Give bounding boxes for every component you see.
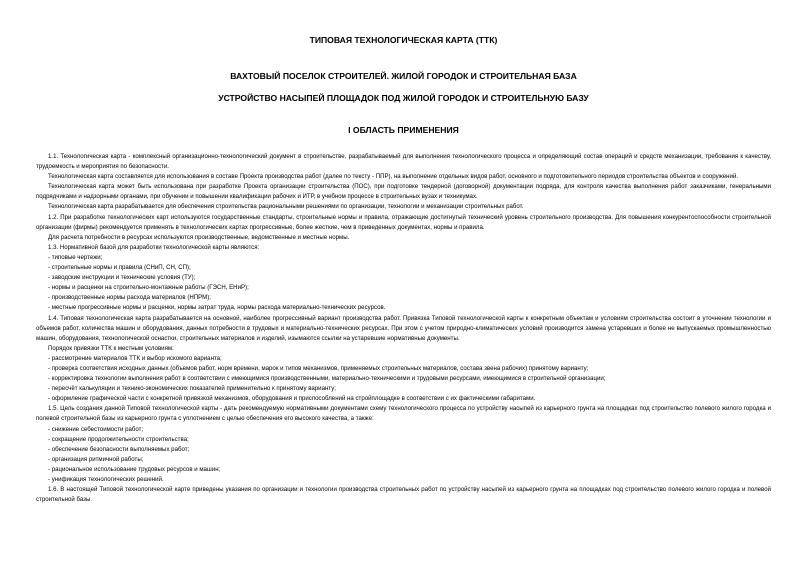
- paragraph: Технологическая карта разрабатывается для обеспечения строительства рациональными решениями по организации, технологии и механизации строительных работ.: [48, 203, 524, 211]
- list-item: - пересчёт калькуляции и технико-экономических показателей применительно к принятому варианту;: [48, 385, 336, 393]
- list-item: - корректировка технологии выполнения работ в соответствии с имеющимися производственными, материально-техническими и трудовыми ресурсами, имеющимися в строительной организации;: [48, 375, 606, 383]
- list-item: - нормы и расценки на строительно-монтажные работы (ГЭСН, ЕНиР);: [48, 284, 249, 292]
- list-item: - сокращение продолжительности строительства;: [48, 435, 189, 443]
- paragraph: 1.1. Технологическая карта - комплексный организационно-технологический документ в строительстве, разрабатываемый для выполнения технологического процесса и определяющий состав операций и средств механизации, требования к качеству, трудоемкость и мероприятия по безопасности.: [36, 153, 771, 171]
- list-item: - рациональное использование трудовых ресурсов и машин;: [48, 465, 221, 473]
- paragraph: Порядок привязки ТТК к местным условиям:: [48, 344, 174, 352]
- list-item: - производственные нормы расхода материалов (НПРМ);: [48, 294, 211, 302]
- list-item: - снижение себестоимости работ;: [48, 425, 144, 433]
- section-title: I ОБЛАСТЬ ПРИМЕНЕНИЯ: [348, 125, 459, 135]
- list-item: - строительные нормы и правила (СНиП, СН, СП);: [48, 264, 191, 272]
- paragraph: 1.5. Цель создания данной Типовой технологической карты - дать рекомендуемую нормативными документами схему технологического процесса по устройству насыпей из карьерного грунта на площадках под строительство полевого жилого городка и полевой строительной базы из карьерного грунта с уплотнением с целью обеспечения его высокого качества, а также:: [36, 405, 771, 423]
- document-subtitle-2: УСТРОЙСТВО НАСЫПЕЙ ПЛОЩАДОК ПОД ЖИЛОЙ ГОРОДОК И СТРОИТЕЛЬНУЮ БАЗУ: [218, 93, 589, 103]
- list-item: - унификация технологических решений.: [48, 476, 164, 483]
- paragraph: Технологическая карта может быть использована при разработке Проекта организации строительства (ПОС), при подготовке тендерной (договорной) документации подряда, для контроля качества выполнения работ заказчиками, генеральными подрядчиками и надзорными органами, при обучении и повышении квалификации рабочих и ИТР, в учебном процессе в строительных вузах и техникумах.: [36, 183, 771, 201]
- list-item: - оформление графической части с конкретной привязкой механизмов, оборудования и приспособлений на стройплощадке в соответствии с их фактическими габаритами.: [48, 395, 536, 403]
- list-item: - проверка соответствия исходных данных (объемов работ, норм времени, марок и типов механизмов, применяемых строительных материалов, состава звена рабочих) принятому варианту;: [48, 364, 589, 372]
- document-body: [36, 152, 771, 505]
- paragraph: 1.6. В настоящей Типовой технологической карте приведены указания по организации и технологии производства строительных работ по устройству насыпей из карьерного грунта на площадках под строительство полевого жилого городка и полевой строительной базы.: [36, 486, 771, 504]
- paragraph: 1.2. При разработке технологических карт используются государственные стандарты, строительные нормы и правила, отражающие достигнутый технический уровень строительного производства. Для повышения конкурентоспособности строительной организации (фирмы) рекомендуется применять в технологических картах прогрессивные, более жесткие, чем в приведенных документах, нормы и правила.: [36, 213, 771, 231]
- list-item: - типовые чертежи;: [48, 253, 103, 261]
- paragraph: 1.4. Типовая технологическая карта разрабатывается на основной, наиболее прогрессивный вариант производства работ. Привязка Типовой технологической карты к конкретным объектам и условиям строительства состоит в уточнении технологии и объемов работ, количества машин и оборудования, данных потребности в трудовых и материально-технических ресурсах. При этом с учетом природно-климатических условий производится замена устаревших и более не выпускаемых промышленностью машин, оборудования, технологической оснастки, строительных материалов и изделий, изымаются ссылки на устаревшие нормативные документы.: [36, 314, 771, 342]
- list-item: - рассмотрение материалов ТТК и выбор искомого варианта;: [48, 354, 222, 362]
- list-item: - местные прогрессивные нормы и расценки, нормы затрат труда, нормы расхода материально-технических ресурсов.: [48, 304, 386, 312]
- list-item: - обеспечение безопасности выполняемых работ;: [48, 445, 190, 453]
- paragraph: Технологическая карта составляется для использования в составе Проекта производства работ (далее по тексту - ППР), на выполнение отдельных видов работ, основного и подготовительного периодов строительства объектов и сооружений.: [48, 173, 739, 181]
- paragraph: 1.3. Нормативной базой для разработки технологической карты являются:: [48, 243, 260, 251]
- document-subtitle-1: ВАХТОВЫЙ ПОСЕЛОК СТРОИТЕЛЕЙ. ЖИЛОЙ ГОРОДОК И СТРОИТЕЛЬНАЯ БАЗА: [230, 71, 577, 81]
- list-item: - организация ритмичной работы;: [48, 455, 144, 463]
- document-title: ТИПОВАЯ ТЕХНОЛОГИЧЕСКАЯ КАРТА (ТТК): [309, 35, 498, 45]
- list-item: - заводские инструкции и технические условия (ТУ);: [48, 274, 196, 282]
- paragraph: Для расчета потребности в ресурсах используются производственные, ведомственные и местные нормы.: [48, 233, 350, 241]
